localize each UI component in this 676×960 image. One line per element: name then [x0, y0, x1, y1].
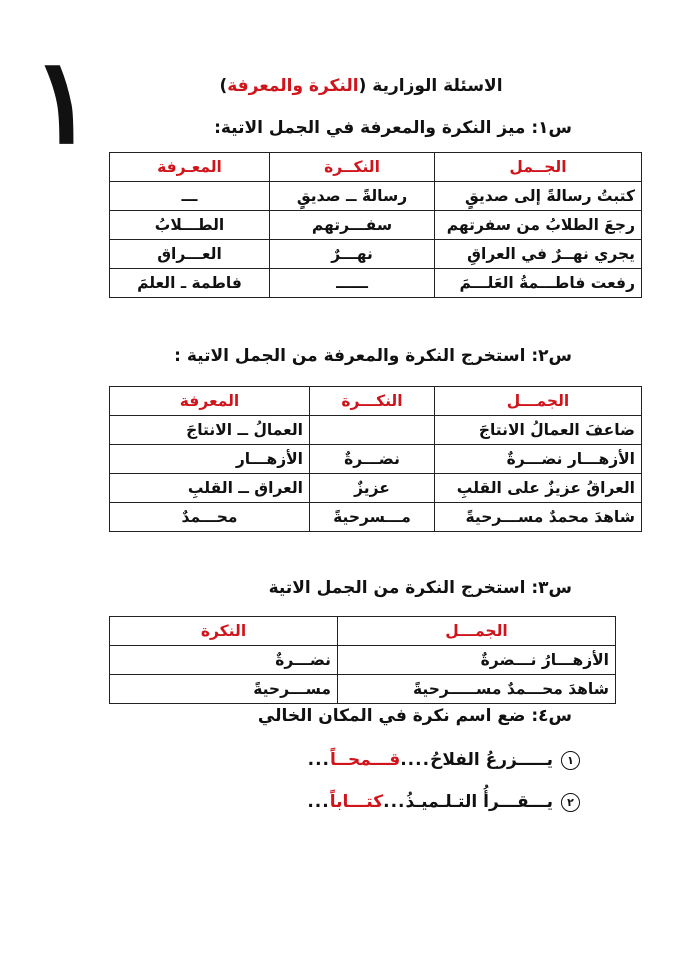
title-prefix: الاسئلة الوزارية ( [358, 76, 503, 96]
header-definite: المعـرفة [110, 153, 270, 182]
table-row [110, 503, 642, 532]
title-suffix: ) [219, 76, 228, 96]
item-number-circle: ٢ [561, 793, 580, 812]
q2-heading: س٢: استخرج النكرة والمعرفة من الجمل الاتية : [174, 346, 572, 366]
q3-table [109, 616, 616, 704]
item-dots: ... [307, 792, 330, 812]
table-row [110, 445, 642, 474]
q4-heading: س٤: ضع اسم نكرة في المكان الخالي [257, 706, 572, 726]
table-header-row [110, 387, 642, 416]
table-row [110, 211, 642, 240]
item-text: يـــــزرعُ الفلاحُ [430, 750, 553, 770]
item-dots: ... [307, 750, 330, 770]
title-highlight: النكرة والمعرفة [227, 76, 359, 96]
item-answer: قـــمحــاً [330, 750, 401, 770]
cell-definite: العراق ــ القلبِ [110, 474, 310, 503]
cell-indefinite: رسالةً ــ صديقٍ [270, 182, 435, 211]
table-row [110, 240, 642, 269]
cell-indefinite [310, 416, 435, 445]
item-answer: كتـــاباً [329, 792, 384, 812]
cell-definite: فاطمة ـ العلمَ [110, 269, 270, 298]
item-dots: .... [400, 750, 431, 770]
cell-definite: محـــمدٌ [110, 503, 310, 532]
cell-sentence: رجعَ الطلابُ من سفرتهم [435, 211, 642, 240]
cell-indefinite: ــــــ [270, 269, 435, 298]
page-number: ١ [31, 31, 95, 170]
cell-indefinite: مســـرحيةً [110, 675, 338, 704]
table-row [110, 474, 642, 503]
q2-table [109, 386, 642, 532]
header-indefinite: النكرة [110, 617, 338, 646]
cell-sentence: رفعت فاطـــمةُ العَلـــمَ [435, 269, 642, 298]
table-row [110, 675, 616, 704]
header-indefinite: النكـــرة [310, 387, 435, 416]
table-row [110, 646, 616, 675]
cell-sentence: شاهدَ محمدٌ مســـرحيةً [435, 503, 642, 532]
header-sentences: الجــمل [435, 153, 642, 182]
item-number-circle: ١ [561, 751, 580, 770]
cell-definite: الطـــلابُ [110, 211, 270, 240]
item-text: يـــقـــرأُ التـلـميـذُ [405, 792, 553, 812]
cell-indefinite: مـــسرحيةً [310, 503, 435, 532]
header-indefinite: النكــرة [270, 153, 435, 182]
cell-sentence: يجري نهــرٌ في العراقِ [435, 240, 642, 269]
q4-item-1 [308, 750, 580, 770]
item-dots: ... [383, 792, 406, 812]
table-row [110, 182, 642, 211]
cell-indefinite: نهـــرٌ [270, 240, 435, 269]
table-header-row [110, 153, 642, 182]
header-sentences: الجمـــل [435, 387, 642, 416]
cell-indefinite: نضـــرةٌ [110, 646, 338, 675]
table-row [110, 269, 642, 298]
cell-sentence: العراقُ عزيزٌ على القلبِ [435, 474, 642, 503]
q3-heading: س٣: استخرج النكرة من الجمل الاتية [268, 578, 572, 598]
q1-heading: س١: ميز النكرة والمعرفة في الجمل الاتية: [214, 118, 572, 138]
q4-item-2 [307, 792, 580, 812]
cell-indefinite: سفـــرتهم [270, 211, 435, 240]
document-title [196, 76, 526, 96]
q1-table [109, 152, 642, 298]
table-row [110, 416, 642, 445]
cell-definite: العـــراق [110, 240, 270, 269]
cell-definite: الأزهـــار [110, 445, 310, 474]
cell-sentence: شاهدَ محـــمدٌ مســـــرحيةً [338, 675, 616, 704]
header-definite: المعرفة [110, 387, 310, 416]
cell-definite: ـــ [110, 182, 270, 211]
cell-sentence: الأزهـــار نضـــرةٌ [435, 445, 642, 474]
cell-definite: العمالُ ــ الانتاجَ [110, 416, 310, 445]
cell-sentence: الأزهـــارُ نـــضرةٌ [338, 646, 616, 675]
cell-sentence: كتبتُ رسالةً إلى صديقٍ [435, 182, 642, 211]
cell-sentence: ضاعفَ العمالُ الانتاجَ [435, 416, 642, 445]
table-header-row [110, 617, 616, 646]
cell-indefinite: نضـــرةٌ [310, 445, 435, 474]
header-sentences: الجمـــل [338, 617, 616, 646]
cell-indefinite: عزيزٌ [310, 474, 435, 503]
